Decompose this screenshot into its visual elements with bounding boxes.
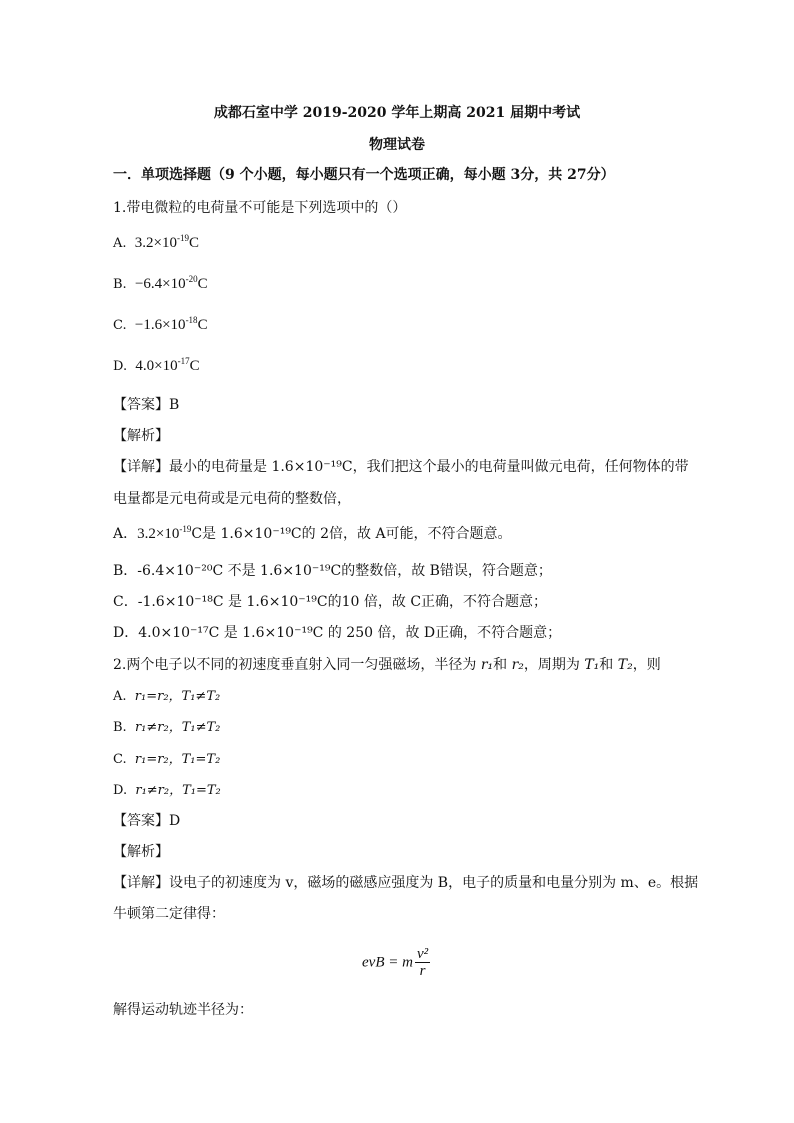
option-label: B. bbox=[113, 720, 127, 735]
detail-label: 【详解】 bbox=[113, 875, 169, 891]
option-value: $-6.4\times 10^{-20}C$ bbox=[134, 274, 208, 292]
option-value: $3.2\times 10^{-19}C$ bbox=[134, 233, 200, 251]
option-value: r₁=r₂，T₁=T₂ bbox=[134, 752, 221, 767]
q2-option-b bbox=[113, 719, 220, 737]
formula-left: evB = m bbox=[362, 954, 413, 971]
var-r2: r₂ bbox=[511, 657, 524, 673]
exam-subtitle: 物理试卷 bbox=[369, 137, 425, 153]
exam-title: 成都石室中学 2019-2020 学年上期高 2021 届期中考试 bbox=[213, 105, 581, 121]
q2-final-line: 解得运动轨迹半径为： bbox=[113, 1002, 253, 1018]
q1-option-b bbox=[113, 275, 208, 294]
q1-detail-line-2: 电量都是元电荷或是元电荷的整数倍， bbox=[113, 491, 351, 507]
option-label: D. bbox=[113, 783, 128, 798]
option-value: r₁≠r₂，T₁=T₂ bbox=[135, 783, 221, 798]
detail-text: 最小的电荷量是 1.6×10⁻¹⁹C，我们把这个最小的电荷量叫做元电荷，任何物体的带 bbox=[169, 459, 689, 475]
question-1-stem: 1.带电微粒的电荷量不可能是下列选项中的（） bbox=[113, 200, 407, 216]
q1-option-a bbox=[113, 234, 199, 253]
formula bbox=[362, 946, 430, 979]
q1-analysis-label: 【解析】 bbox=[113, 428, 169, 444]
option-label: C. bbox=[113, 318, 127, 333]
q1-explain-a: A．$3.2\times 10^{-19}C$是 1.6×10⁻¹⁹C的 2倍，故 A可能，不符合题意。 bbox=[113, 524, 512, 542]
option-value: $-1.6\times 10^{-18}C$ bbox=[134, 315, 208, 333]
option-label: C. bbox=[113, 752, 127, 767]
q2-option-c bbox=[113, 751, 220, 769]
q1-explain-c: C．-1.6×10⁻¹⁸C 是 1.6×10⁻¹⁹C的10 倍，故 C正确，不符合题意； bbox=[113, 594, 548, 610]
q1-explain-b: B．-6.4×10⁻²⁰C 不是 1.6×10⁻¹⁹C的整数倍，故 B错误，符合题意； bbox=[113, 563, 552, 579]
option-value: r₁≠r₂，T₁≠T₂ bbox=[134, 720, 221, 735]
section-heading: 一．单项选择题（9 个小题，每小题只有一个选项正确，每小题 3分，共 27分） bbox=[113, 167, 615, 183]
option-value: $4.0\times 10^{-17}C$ bbox=[135, 356, 200, 374]
q1-option-d bbox=[113, 357, 200, 376]
option-label: A. bbox=[113, 689, 127, 704]
option-label: D. bbox=[113, 359, 128, 374]
q2-detail-line-2: 牛顿第二定律得： bbox=[113, 906, 225, 922]
detail-label: 【详解】 bbox=[113, 459, 169, 475]
detail-text: 设电子的初速度为 v，磁场的磁感应强度为 B，电子的质量和电量分别为 m、e。根据 bbox=[169, 875, 699, 891]
q1-answer: 【答案】B bbox=[113, 397, 180, 413]
q1-detail-line-1 bbox=[113, 458, 689, 476]
option-label: B. bbox=[113, 277, 127, 292]
q2-analysis-label: 【解析】 bbox=[113, 844, 169, 860]
option-label: A. bbox=[113, 236, 127, 251]
question-2-stem: 2.两个电子以不同的初速度垂直射入同一匀强磁场，半径为 r₁和 r₂，周期为 T₁和 T₂，则 bbox=[113, 657, 661, 673]
q2-detail-line-1 bbox=[113, 874, 698, 892]
q2-option-a bbox=[113, 688, 220, 706]
var-t1: T₁ bbox=[584, 657, 600, 673]
q2-option-d bbox=[113, 782, 221, 800]
q1-option-c bbox=[113, 316, 208, 335]
q1-explain-d: D．4.0×10⁻¹⁷C 是 1.6×10⁻¹⁹C 的 250 倍，故 D正确，不符合题意； bbox=[113, 625, 562, 641]
q2-answer: 【答案】D bbox=[113, 813, 181, 829]
formula-fraction: $\frac{\text{v²}}{r}$ bbox=[416, 946, 429, 979]
option-value: r₁=r₂，T₁≠T₂ bbox=[134, 689, 221, 704]
var-r1: r₁ bbox=[480, 657, 494, 673]
var-t2: T₂ bbox=[617, 657, 633, 673]
